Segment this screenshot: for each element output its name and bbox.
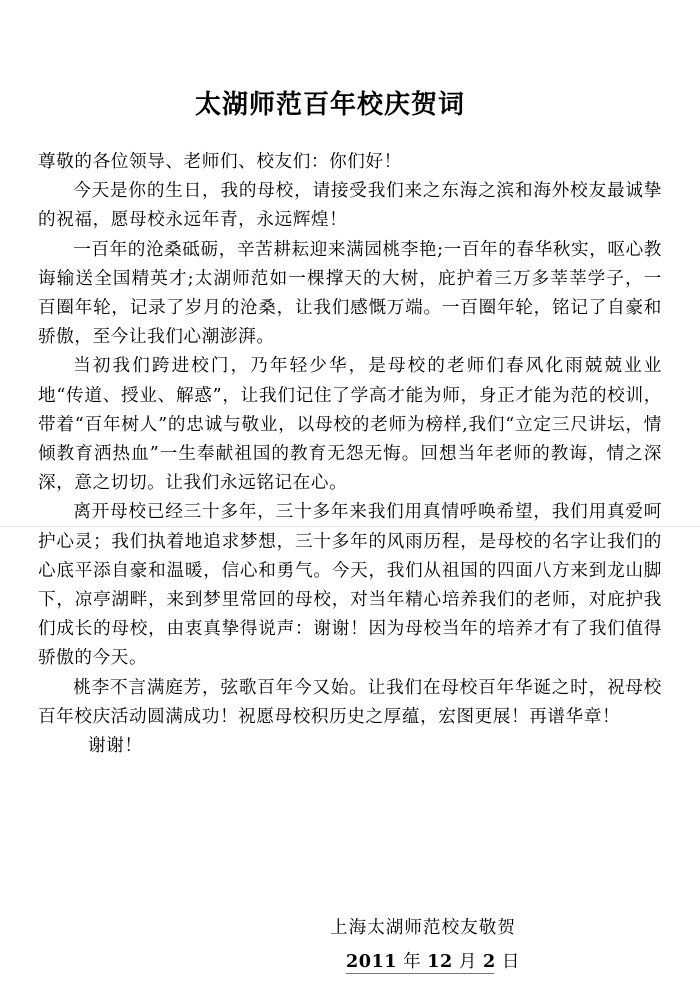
document-body (38, 148, 662, 761)
signature-line: 上海太湖师范校友敬贺 (330, 918, 516, 938)
date-month: 12 (427, 951, 453, 972)
thanks-line: 谢谢！ (88, 736, 143, 757)
document-title: 太湖师范百年校庆贺词 (194, 90, 465, 120)
date-line (346, 948, 520, 973)
date-underline (346, 973, 494, 974)
paragraph-century-history: 一百年的沧桑砥砺，辛苦耕耘迎来满园桃李艳;一百年的春华秋实，呕心教诲输送全国精英才;太湖师范如一棵撑天的大树，庇护着三万多莘莘学子，一百圈年轮，记录了岁月的沧桑，让我们感慨万端。一百圈年轮，铭记了自豪和骄傲，至今让我们心潮澎湃。 (38, 239, 662, 348)
date-day-unit: 日 (501, 952, 520, 972)
paragraph-teachers-gratitude: 当初我们跨进校门，乃年轻少华，是母校的老师们春风化雨兢兢业业地“传道、授业、解惑”，让我们记住了学高才能为师，身正才能为范的校训，带着“百年树人”的忠诚与敬业，以母校的老师为榜样,我们“立定三尺讲坛，情倾教育洒热血”一生奉献祖国的教育无怨无悔。回想当年老师的教诲，情之深深，意之切切。让我们永远铭记在心。 (38, 356, 662, 494)
paragraph-thirty-years: 离开母校已经三十多年，三十多年来我们用真情呼唤希望，我们用真爱呵护心灵；我们执着地追求梦想，三十多年的风雨历程，是母校的名字让我们的心底平添自豪和温暖，信心和勇气。今天，我们从祖国的四面八方来到龙山脚下，凉亭湖畔，来到梦里常回的母校，对当年精心培养我们的老师，对庇护我们成长的母校，由衷真挚得说声：谢谢！因为母校当年的培养才有了我们值得骄傲的今天。 (38, 502, 662, 669)
date-day: 2 (483, 951, 496, 972)
paragraph-birthday-wishes: 今天是你的生日，我的母校，请接受我们来之东海之滨和海外校友最诚挚的祝福，愿母校永远年青，永远辉煌！ (38, 181, 662, 231)
date-year: 2011 (346, 951, 397, 972)
greeting-line: 尊敬的各位领导、老师们、校友们：你们好！ (38, 152, 402, 172)
paragraph-closing-wishes: 桃李不言满庭芳，弦歌百年今又始。让我们在母校百年华诞之时，祝母校百年校庆活动圆满成功！祝愿母校积历史之厚蕴，宏图更展！再谱华章！ (38, 677, 662, 727)
date-month-unit: 月 (458, 952, 477, 972)
page-divider-line (0, 526, 700, 527)
date-year-unit: 年 (403, 952, 422, 972)
